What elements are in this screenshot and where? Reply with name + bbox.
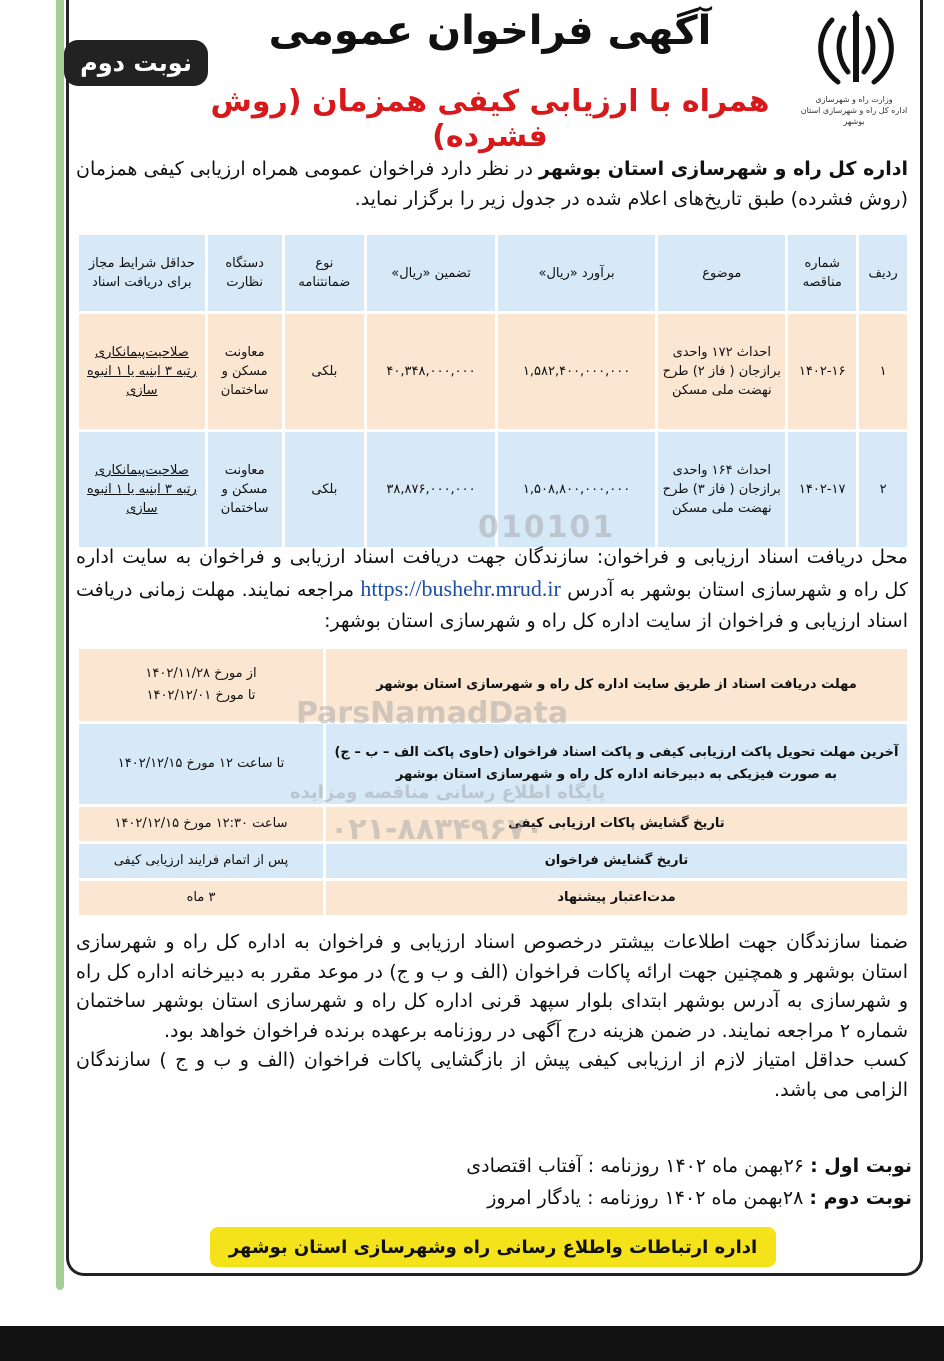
cell-guarantee-type: بلکی bbox=[285, 314, 365, 429]
col-header-subject: موضوع bbox=[658, 235, 785, 311]
ministry-label bbox=[798, 94, 910, 127]
schedule-value: ۳ ماه bbox=[79, 881, 323, 915]
schedule-value: تا ساعت ۱۲ مورخ ۱۴۰۲/۱۲/۱۵ bbox=[79, 724, 323, 804]
cell-requirements: صلاحیت‌پیمانکاری رتبه ۳ ابنیه یا ۱ انبوه سازی bbox=[79, 314, 205, 429]
documents-text: محل دریافت اسناد ارزیابی و فراخوان: سازندگان جهت دریافت اسناد ارزیابی و فراخوان به سایت اداره کل راه و شهرسازی استان بوشهر به آدرس bbox=[76, 546, 908, 601]
schedule-value: پس از اتمام فرایند ارزیابی کیفی bbox=[79, 844, 323, 878]
organization-name: اداره کل راه و شهرسازی استان بوشهر bbox=[539, 158, 908, 180]
body-text: ضمنا سازندگان جهت اطلاعات بیشتر درخصوص اسناد ارزیابی و فراخوان به اداره کل راه و شهرسازی استان بوشهر و همچنین جهت ارائه پاکات فراخوان (الف و ب و ج) در موعد مقرر به دبیرخانه اداره کل راه و شهرسازی به آدرس بوشهر ابتدای بلوار سپهد قرنی اداره کل راه و شهرسازی استان بوشهر ساختمان شماره ۲ مراجعه نمایند. در ضمن هزینه درج آگهی در روزنامه برعهده برنده فراخوان خواهد بود. bbox=[76, 931, 908, 1042]
col-header-tender-no: شماره مناقصه bbox=[788, 235, 856, 311]
notice-first bbox=[76, 1150, 912, 1182]
website-link[interactable]: https://bushehr.mrud.ir bbox=[360, 576, 561, 601]
documents-text-end: مراجعه نمایند. مهلت زمانی دریافت اسناد ارزیابی و فراخوان از سایت اداره کل راه و شهرسازی استان بوشهر: bbox=[76, 579, 908, 632]
iran-emblem-icon bbox=[808, 8, 904, 92]
col-header-guarantee-type: نوع ضمانتنامه bbox=[285, 235, 365, 311]
watermark-line: پایگاه اطلاع رسانی مناقصه ومزایده bbox=[290, 782, 606, 803]
col-header-supervisor: دستگاه نظارت bbox=[208, 235, 282, 311]
cell-guarantee: ۳۸,۸۷۶,۰۰۰,۰۰۰ bbox=[367, 432, 495, 547]
schedule-label: تاریخ گشایش فراخوان bbox=[326, 844, 907, 878]
col-header-requirements: حداقل شرایط مجاز برای دریافت اسناد bbox=[79, 235, 205, 311]
col-header-estimate: برآورد «ریال» bbox=[498, 235, 655, 311]
notice-second bbox=[76, 1182, 912, 1214]
footer-banner: اداره ارتباطات واطلاع رسانی راه وشهرسازی استان بوشهر bbox=[210, 1227, 776, 1267]
cell-tender-no: ۱۴۰۲-۱۷ bbox=[788, 432, 856, 547]
cell-guarantee-type: بلکی bbox=[285, 432, 365, 547]
body-text-requirement: کسب حداقل امتیاز لازم از ارزیابی کیفی پیش از بازگشایی پاکات فراخوان (الف و ب و ج ) سازندگان الزامی می باشد. bbox=[76, 1049, 908, 1101]
notice-second-label: نوبت دوم : bbox=[809, 1187, 912, 1209]
body-paragraph bbox=[76, 928, 908, 1105]
cell-supervisor: معاونت مسکن و ساختمان bbox=[208, 432, 282, 547]
schedule-value bbox=[79, 649, 323, 721]
col-header-row-no: ردیف bbox=[859, 235, 907, 311]
cell-row-no: ۱ bbox=[859, 314, 907, 429]
ministry-name: وزارت راه و شهرسازی bbox=[815, 95, 893, 104]
notice-first-label: نوبت اول : bbox=[810, 1155, 912, 1177]
tender-table bbox=[76, 232, 910, 550]
schedule-value: ساعت ۱۲:۳۰ مورخ ۱۴۰۲/۱۲/۱۵ bbox=[79, 807, 323, 841]
cell-supervisor: معاونت مسکن و ساختمان bbox=[208, 314, 282, 429]
schedule-value-to: تا مورخ ۱۴۰۲/۱۲/۰۱ bbox=[146, 688, 256, 703]
publication-notices bbox=[76, 1150, 912, 1214]
cell-tender-no: ۱۴۰۲-۱۶ bbox=[788, 314, 856, 429]
table-row bbox=[79, 314, 907, 429]
directorate-name: اداره کل راه و شهرسازی استان بوشهر bbox=[800, 106, 908, 126]
schedule-label-line2: به صورت فیزیکی به دبیرخانه اداره کل راه و شهرسازی استان بوشهر bbox=[395, 767, 838, 782]
table-row bbox=[79, 881, 907, 915]
watermark-brand: ParsNamadData bbox=[296, 696, 569, 731]
second-notice-badge: نوبت دوم bbox=[64, 40, 208, 86]
documents-paragraph bbox=[76, 542, 908, 637]
page-title: آگهی فراخوان عمومی bbox=[268, 8, 712, 54]
cell-estimate: ۱,۵۸۲,۴۰۰,۰۰۰,۰۰۰ bbox=[498, 314, 655, 429]
cell-requirements: صلاحیت‌پیمانکاری رتبه ۳ ابنیه یا ۱ انبوه سازی bbox=[79, 432, 205, 547]
schedule-label: مدت‌اعتبار پیشنهاد bbox=[326, 881, 907, 915]
schedule-label: مهلت دریافت اسناد از طریق سایت اداره کل راه و شهرسازی استان بوشهر bbox=[326, 649, 907, 721]
side-stripe bbox=[56, 0, 64, 1290]
col-header-guarantee: تضمین «ریال» bbox=[367, 235, 495, 311]
intro-text: در نظر دارد فراخوان عمومی همراه ارزیابی کیفی همزمان (روش فشرده) طبق تاریخ‌های اعلام شده در جدول زیر را برگزار نماید. bbox=[76, 158, 908, 210]
watermark-number: 010101 bbox=[478, 510, 616, 545]
table-header-row bbox=[79, 235, 907, 311]
watermark-phone: ۰۲۱-۸۸۳۴۹۶۷۰ bbox=[330, 812, 544, 847]
bottom-bar bbox=[0, 1326, 944, 1361]
cell-guarantee: ۴۰,۳۴۸,۰۰۰,۰۰۰ bbox=[367, 314, 495, 429]
cell-row-no: ۲ bbox=[859, 432, 907, 547]
page-subtitle: همراه با ارزیابی کیفی همزمان (روش فشرده) bbox=[210, 84, 770, 154]
schedule-label: تاریخ گشایش پاکات ارزیابی کیفی bbox=[326, 807, 907, 841]
schedule-value-from: از مورخ ۱۴۰۲/۱۱/۲۸ bbox=[145, 666, 257, 681]
notice-first-text: ۲۶بهمن ماه ۱۴۰۲ روزنامه : آفتاب اقتصادی bbox=[466, 1155, 811, 1177]
cell-estimate: ۱,۵۰۸,۸۰۰,۰۰۰,۰۰۰ bbox=[498, 432, 655, 547]
cell-subject: احداث ۱۶۴ واحدی برازجان ( فاز ۳) طرح نهضت ملی مسکن bbox=[658, 432, 785, 547]
schedule-label-line1: آخرین مهلت تحویل پاکت ارزیابی کیفی و پاکت اسناد فراخوان (حاوی پاکت الف – ب – ج) bbox=[334, 745, 899, 760]
notice-second-text: ۲۸بهمن ماه ۱۴۰۲ روزنامه : یادگار امروز bbox=[487, 1187, 810, 1209]
intro-paragraph bbox=[76, 154, 908, 214]
table-row bbox=[79, 844, 907, 878]
cell-subject: احداث ۱۷۲ واحدی برازجان ( فاز ۲) طرح نهضت ملی مسکن bbox=[658, 314, 785, 429]
